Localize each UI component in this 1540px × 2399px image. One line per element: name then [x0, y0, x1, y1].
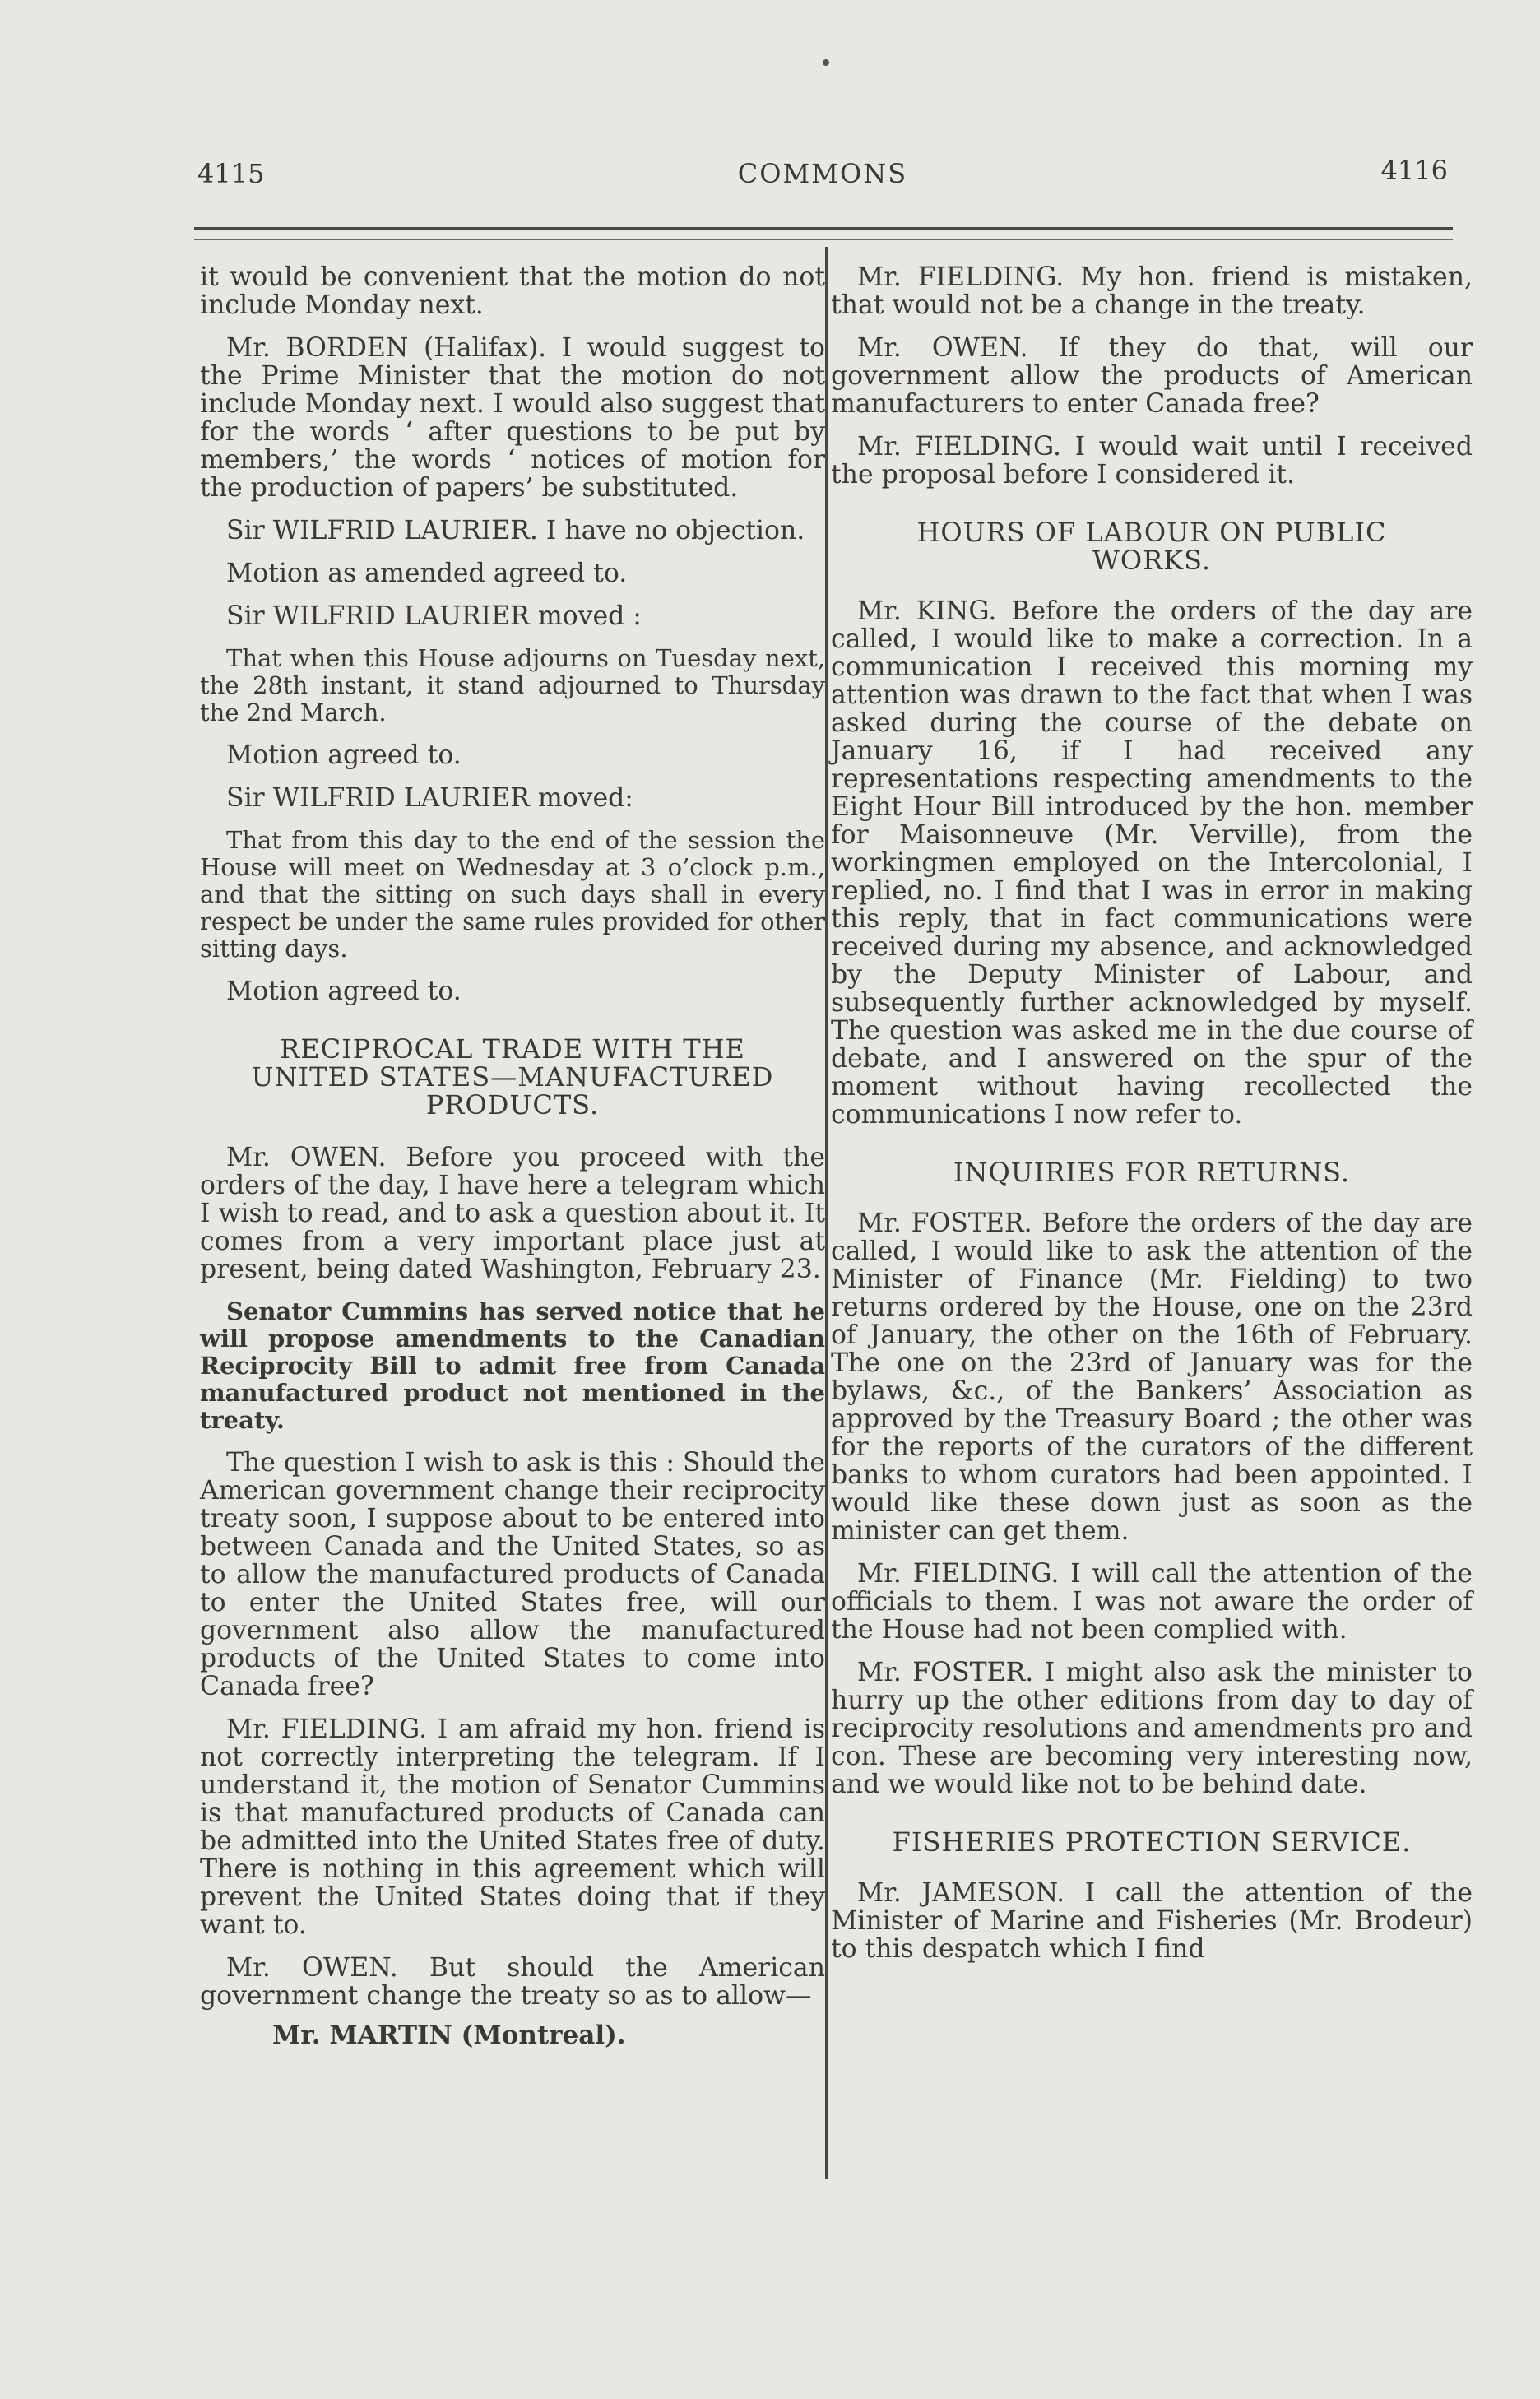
- speech-owen: Mr. OWEN. If they do that, will our government allow the products of American manufacturers to enter Canada free?: [831, 333, 1473, 419]
- motion-moved: Sir WILFRID LAURIER moved:: [226, 783, 633, 813]
- page-number-left: 4115: [197, 158, 265, 189]
- motion-text: That from this day to the end of the session the House will meet on Wednesday at 3 o’clock p.m., and that the sitting on such days shall in every respect be under the same rules provided for other sitting days.: [200, 826, 825, 963]
- speech-fielding: Mr. FIELDING. I will call the attention of the officials to them. I was not aware the order of the House had not been complied with.: [831, 1559, 1473, 1645]
- speech-jameson: Mr. JAMESON. I call the attention of the Minister of Marine and Fisheries (Mr. Brodeur) to this despatch which I find: [831, 1878, 1473, 1964]
- section-heading: FISHERIES PROTECTION SERVICE.: [892, 1826, 1412, 1858]
- speech-foster: Mr. FOSTER. I might also ask the minister to hurry up the other editions from day to day of reciprocity resolutions and amendments pro and con. These are becoming very interesting now, and we would like not to be behind date.: [831, 1658, 1473, 1799]
- speech-foster: Mr. FOSTER. Before the orders of the day are called, I would like to ask the attention of the Minister of Finance (Mr. Fielding) to two returns ordered by the House, one on the 23rd of January, the other on the 16th of February. The one on the 23rd of January was for the bylaws, &c., of the Bankers’ Association as approved by the Treasury Board ; the other was for the reports of the curators of the different banks to whom curators had been appointed. I would like these down just as soon as the minister can get them.: [831, 1209, 1473, 1546]
- page-number-right: 4116: [1380, 155, 1448, 186]
- page-header: [197, 155, 1448, 199]
- section-heading: HOURS OF LABOUR ON PUBLIC WORKS.: [916, 517, 1387, 576]
- speech-owen: Mr. OWEN. But should the American government change the treaty so as to allow—: [200, 1953, 825, 2011]
- speech-fielding: Mr. FIELDING. My hon. friend is mistaken, that would not be a change in the treaty.: [831, 262, 1473, 320]
- motion-result: Motion as amended agreed to.: [226, 559, 628, 588]
- speaker-martin: Mr. MARTIN (Montreal).: [272, 2021, 626, 2050]
- motion-result: Motion agreed to.: [226, 740, 462, 770]
- right-column: [831, 263, 1473, 1963]
- telegram-quote: Senator Cummins has served notice that he will propose amendments to the Canadian Reciprocity Bill to admit free from Canada manufactured product not mentioned in the treaty.: [200, 1297, 825, 1434]
- speech-owen: Mr. OWEN. Before you proceed with the orders of the day, I have here a telegram which I wish to read, and to ask a question about it. It comes from a very important place just at present, being dated Washington, February 23.: [200, 1143, 825, 1284]
- left-column: [200, 263, 825, 2049]
- speech-king: Mr. KING. Before the orders of the day are called, I would like to make a correction. In a communication I received this morning my attention was drawn to the fact that when I was asked during the course of the debate on January 16, if I had received any representations respecting amendments to the Eight Hour Bill introduced by the hon. member for Maisonneuve (Mr. Verville), from the workingmen employed on the Intercolonial, I replied, no. I find that I was in error in making this reply, that in fact communications were received during my absence, and acknowledged by the Deputy Minister of Labour, and subsequently further acknowledged by myself. The question was asked me in the due course of debate, and I answered on the spur of the moment without having recollected the communications I now refer to.: [831, 596, 1473, 1130]
- speech-borden: Mr. BORDEN (Halifax). I would suggest to the Prime Minister that the motion do not include Monday next. I would also suggest that for the words ‘ after questions to be put by members,’ the words ‘ notices of motion for the production of papers’ be substituted.: [200, 333, 825, 503]
- motion-text: That when this House adjourns on Tuesday next, the 28th instant, it stand adjourned to Thursday the 2nd March.: [200, 644, 825, 726]
- speech-laurier: Sir WILFRID LAURIER. I have no objection.: [226, 516, 805, 545]
- speech-owen-question: The question I wish to ask is this : Should the American government change their reciprocity treaty soon, I suppose about to be entered into between Canada and the United States, so as to allow the manufactured products of Canada to enter the United States free, will our government also allow the manufactured products of the United States to come into Canada free?: [200, 1448, 825, 1701]
- motion-moved: Sir WILFRID LAURIER moved :: [226, 601, 642, 631]
- ink-speck: [823, 59, 829, 66]
- running-head: COMMONS: [737, 158, 908, 189]
- paragraph: it would be convenient that the motion do not include Monday next.: [200, 262, 825, 320]
- section-heading: INQUIRIES FOR RETURNS.: [953, 1157, 1351, 1188]
- section-heading: RECIPROCAL TRADE WITH THE UNITED STATES—MANUFACTURED PRODUCTS.: [251, 1033, 774, 1121]
- motion-result: Motion agreed to.: [226, 977, 462, 1006]
- header-rule: [194, 227, 1453, 240]
- column-divider: [825, 247, 828, 2179]
- speech-fielding: Mr. FIELDING. I am afraid my hon. friend is not correctly interpreting the telegram. If I understand it, the motion of Senator Cummins is that manufactured products of Canada can be admitted into the United States free of duty. There is nothing in this agreement which will prevent the United States doing that if they want to.: [200, 1715, 825, 1940]
- speech-fielding: Mr. FIELDING. I would wait until I received the proposal before I considered it.: [831, 432, 1473, 490]
